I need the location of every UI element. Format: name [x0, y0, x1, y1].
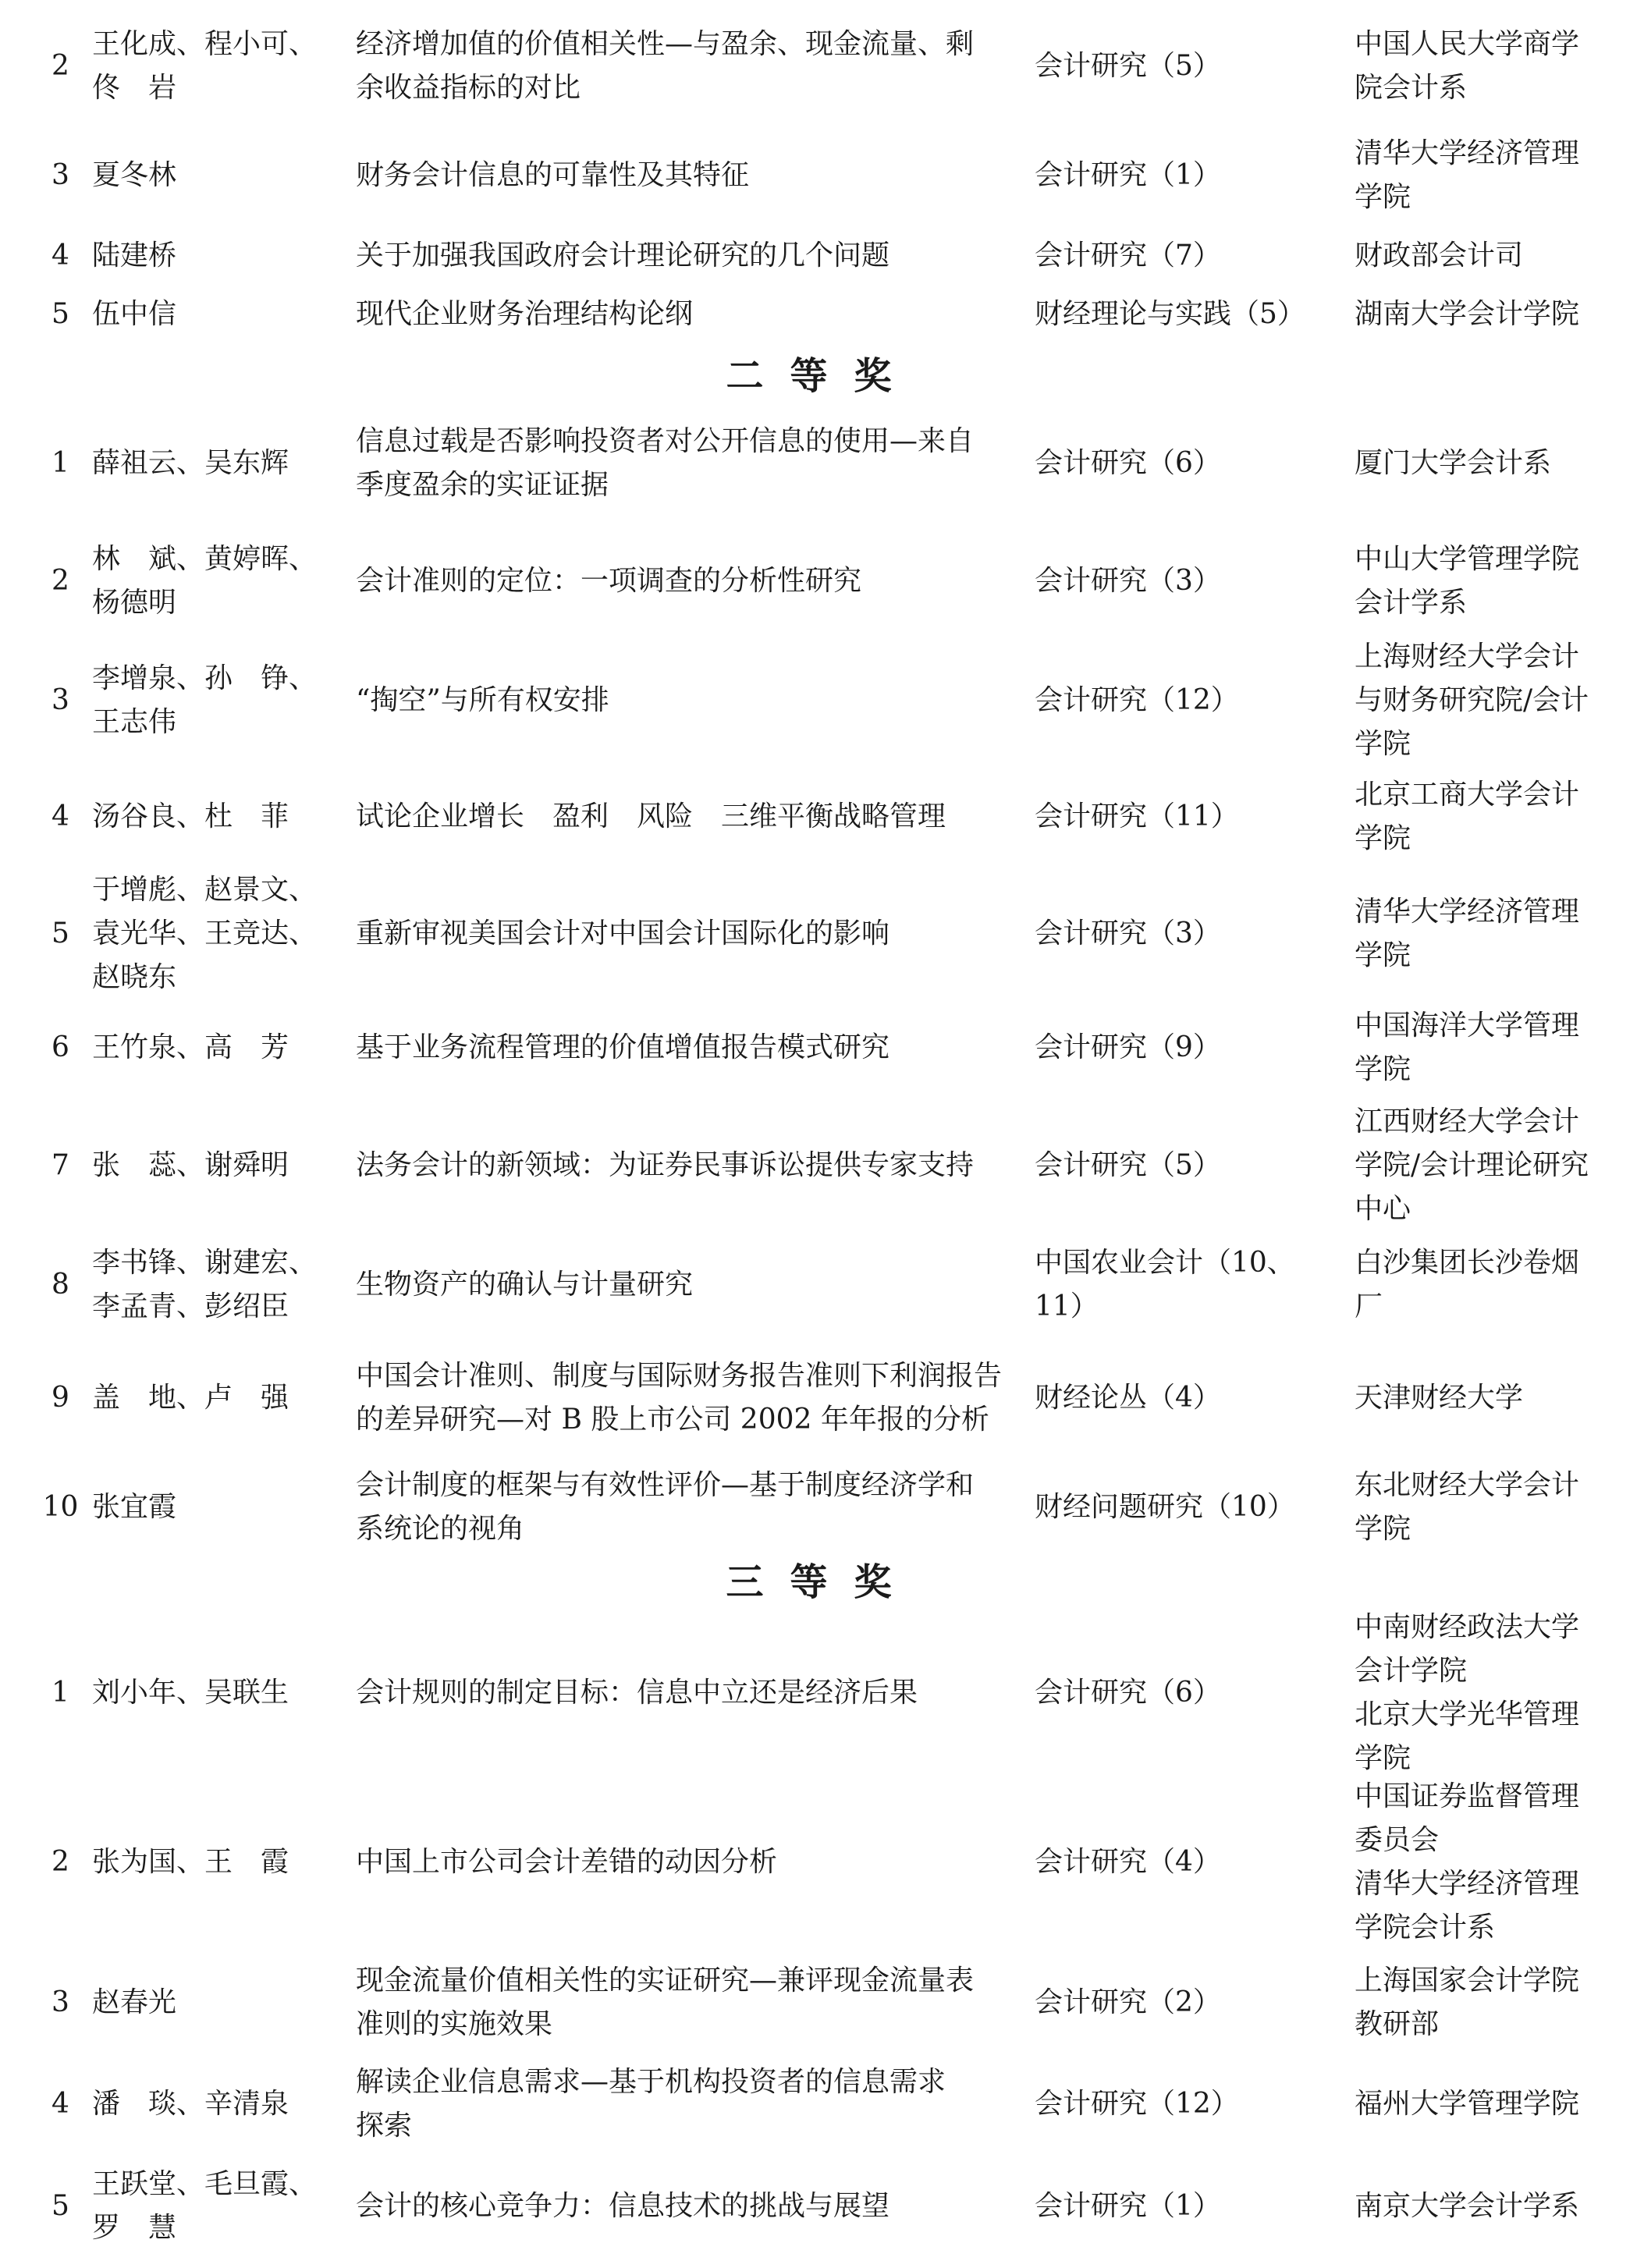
entry-number-line: 9	[51, 1382, 69, 1414]
entry-affiliation	[1355, 635, 1620, 766]
entry-affiliation-line: 学院	[1355, 728, 1411, 760]
entry-number-line: 8	[51, 1269, 69, 1301]
entry-authors	[92, 1144, 326, 1187]
entry-journal	[1035, 154, 1347, 197]
entry-number	[31, 1263, 90, 1307]
entry-title-line: 系统论的视角	[356, 1513, 525, 1545]
entry-authors-line: 伍中信	[92, 298, 177, 330]
entry-affiliation-line: 清华大学经济管理	[1355, 896, 1580, 928]
entry-affiliation-line: 清华大学经济管理	[1355, 1868, 1580, 1900]
table-row	[0, 1772, 1644, 1953]
entry-number	[31, 293, 90, 336]
table-row	[0, 766, 1644, 868]
entry-authors	[92, 1981, 326, 2025]
entry-journal	[1035, 795, 1347, 839]
entry-affiliation-line: 厂	[1355, 1290, 1383, 1322]
entry-authors-line: 盖 地、卢 强	[92, 1382, 289, 1414]
entry-affiliation-line: 中山大学管理学院	[1355, 543, 1580, 575]
entry-authors-line: 王化成、程小可、	[92, 28, 318, 60]
entry-authors-line: 赵春光	[92, 1986, 177, 2018]
entry-affiliation-line: 湖南大学会计学院	[1355, 298, 1580, 330]
entry-affiliation-line: 天津财经大学	[1355, 1382, 1524, 1414]
entry-affiliation-line: 学院	[1355, 1513, 1411, 1545]
entry-title-line: 解读企业信息需求—基于机构投资者的信息需求	[356, 2066, 946, 2098]
entry-journal-line: 会计研究（11）	[1035, 800, 1239, 832]
entry-journal-line: 财经理论与实践（5）	[1035, 298, 1305, 330]
entry-journal	[1035, 234, 1347, 278]
entry-authors-line: 夏冬林	[92, 159, 177, 191]
entry-authors	[92, 795, 326, 839]
entry-title-line: 探索	[356, 2110, 413, 2142]
entry-title-line: 试论企业增长 盈利 风险 三维平衡战略管理	[356, 800, 946, 832]
third-prize-heading: 三等奖	[726, 1560, 918, 1604]
entry-authors	[92, 23, 326, 110]
entry-journal-line: 财经论丛（4）	[1035, 1382, 1221, 1414]
entry-number-line: 3	[51, 159, 69, 191]
entry-authors	[92, 2082, 326, 2126]
entry-affiliation-line: 厦门大学会计系	[1355, 447, 1552, 479]
entry-authors-line: 袁光华、王竞达、	[92, 917, 318, 949]
entry-affiliation	[1355, 132, 1620, 219]
entry-journal-line: 会计研究（2）	[1035, 1986, 1221, 2018]
entry-title	[356, 2185, 1019, 2228]
entry-affiliation-line: 学院	[1355, 1053, 1411, 1085]
entry-affiliation-line: 学院	[1355, 939, 1411, 971]
second-prize-heading: 二等奖	[726, 354, 918, 398]
entry-authors-line: 张宜霞	[92, 1491, 177, 1523]
entry-affiliation-line: 学院会计系	[1355, 1911, 1496, 1943]
table-row	[0, 1603, 1644, 1784]
entry-affiliation-line: 中国海洋大学管理	[1355, 1010, 1580, 1042]
table-row	[0, 413, 1644, 514]
entry-journal	[1035, 679, 1347, 722]
entry-title-line: 基于业务流程管理的价值增值报告模式研究	[356, 1031, 890, 1063]
entry-number	[31, 154, 90, 197]
entry-affiliation	[1355, 1775, 1620, 1950]
entry-journal	[1035, 1671, 1347, 1715]
table-row	[0, 868, 1644, 999]
entry-number	[31, 1981, 90, 2025]
entry-affiliation-line: 中国人民大学商学	[1355, 28, 1580, 60]
entry-authors-line: 赵晓东	[92, 961, 177, 993]
entry-authors-line: 于增彪、赵景文、	[92, 874, 318, 906]
entry-affiliation-line: 教研部	[1355, 2008, 1440, 2040]
entry-number-line: 1	[51, 447, 69, 479]
entry-number	[31, 1671, 90, 1715]
entry-affiliation	[1355, 2082, 1620, 2126]
entry-affiliation-line: 学院	[1355, 181, 1411, 213]
entry-affiliation	[1355, 538, 1620, 625]
table-row	[0, 997, 1644, 1099]
entry-title-line: 经济增加值的价值相关性—与盈余、现金流量、剩	[356, 28, 975, 60]
entry-number-line: 3	[51, 1986, 69, 2018]
entry-affiliation-line: 会计学院	[1355, 1655, 1468, 1687]
entry-authors-line: 刘小年、吴联生	[92, 1677, 289, 1709]
entry-number-line: 3	[51, 684, 69, 716]
entry-journal	[1035, 559, 1347, 603]
entry-journal-line: 会计研究（6）	[1035, 447, 1221, 479]
entry-number-line: 2	[51, 565, 69, 597]
entry-affiliation	[1355, 1606, 1620, 1780]
entry-authors	[92, 2163, 326, 2250]
entry-journal	[1035, 2082, 1347, 2126]
entry-affiliation-line: 与财务研究院/会计	[1355, 684, 1589, 716]
entry-affiliation-line: 清华大学经济管理	[1355, 137, 1580, 169]
entry-title	[356, 1840, 1019, 1884]
entry-affiliation-line: 学院	[1355, 822, 1411, 854]
entry-journal-line: 财经问题研究（10）	[1035, 1491, 1295, 1523]
entry-journal-line: 会计研究（5）	[1035, 1149, 1221, 1181]
entry-affiliation-line: 财政部会计司	[1355, 240, 1524, 272]
entry-journal	[1035, 1241, 1347, 1329]
entry-affiliation	[1355, 890, 1620, 978]
table-row	[0, 2156, 1644, 2257]
entry-journal-line: 会计研究（7）	[1035, 240, 1221, 272]
entry-journal	[1035, 1840, 1347, 1884]
entry-authors	[92, 234, 326, 278]
entry-affiliation-line: 白沙集团长沙卷烟	[1355, 1247, 1580, 1279]
table-row	[0, 1347, 1644, 1449]
entry-title-line: 生物资产的确认与计量研究	[356, 1269, 694, 1301]
entry-number	[31, 912, 90, 956]
entry-affiliation-line: 中心	[1355, 1193, 1411, 1225]
entry-affiliation-line: 委员会	[1355, 1824, 1440, 1856]
entry-title-line: 法务会计的新领域：为证券民事诉讼提供专家支持	[356, 1149, 975, 1181]
entry-number-line: 2	[51, 1846, 69, 1878]
entry-affiliation-line: 学院/会计理论研究	[1355, 1149, 1589, 1181]
entry-authors	[92, 293, 326, 336]
entry-title	[356, 23, 1019, 110]
entry-journal	[1035, 912, 1347, 956]
entry-affiliation	[1355, 442, 1620, 485]
entry-journal-line: 会计研究（9）	[1035, 1031, 1221, 1063]
entry-title	[356, 2060, 1019, 2148]
entry-affiliation-line: 上海财经大学会计	[1355, 641, 1580, 673]
entry-affiliation	[1355, 23, 1620, 110]
entry-journal	[1035, 293, 1347, 336]
entry-title	[356, 559, 1019, 603]
entry-affiliation	[1355, 2185, 1620, 2228]
entry-title-line: 中国上市公司会计差错的动因分析	[356, 1846, 778, 1878]
table-row	[0, 531, 1644, 632]
entry-affiliation-line: 南京大学会计学系	[1355, 2190, 1580, 2222]
entry-number-line: 4	[51, 2088, 69, 2120]
entry-journal-line: 中国农业会计（10、	[1035, 1247, 1295, 1279]
entry-authors	[92, 538, 326, 625]
entry-title-line: 财务会计信息的可靠性及其特征	[356, 159, 750, 191]
entry-number-line: 2	[51, 50, 69, 82]
entry-journal-line: 会计研究（4）	[1035, 1846, 1221, 1878]
entry-title	[356, 1464, 1019, 1551]
entry-title-line: 现金流量价值相关性的实证研究—兼评现金流量表	[356, 1965, 975, 1996]
entry-number-line: 4	[51, 240, 69, 272]
entry-affiliation-line: 北京工商大学会计	[1355, 779, 1580, 811]
entry-journal	[1035, 442, 1347, 485]
entry-affiliation	[1355, 773, 1620, 861]
entry-title	[356, 912, 1019, 956]
entry-number	[31, 795, 90, 839]
entry-affiliation	[1355, 1241, 1620, 1329]
table-row	[0, 1952, 1644, 2053]
table-row	[0, 2053, 1644, 2155]
entry-authors-line: 林 斌、黄婷晖、	[92, 543, 318, 575]
entry-authors-line: 汤谷良、杜 菲	[92, 800, 289, 832]
entry-title-line: 会计的核心竞争力：信息技术的挑战与展望	[356, 2190, 890, 2222]
entry-affiliation-line: 学院	[1355, 1742, 1411, 1774]
entry-number-line: 7	[51, 1149, 69, 1181]
entry-number-line: 6	[51, 1031, 69, 1063]
entry-number	[31, 1840, 90, 1884]
entry-number-line: 5	[51, 917, 69, 949]
entry-number	[31, 679, 90, 722]
entry-journal-line: 会计研究（3）	[1035, 917, 1221, 949]
table-row	[0, 1100, 1644, 1231]
entry-authors-line: 潘 琰、辛清泉	[92, 2088, 289, 2120]
entry-number	[31, 559, 90, 603]
entry-title-line: 现代企业财务治理结构论纲	[356, 298, 694, 330]
entry-number-line: 10	[42, 1491, 79, 1523]
table-row	[0, 16, 1644, 117]
entry-title-line: 会计制度的框架与有效性评价—基于制度经济学和	[356, 1469, 975, 1501]
entry-number	[31, 234, 90, 278]
entry-journal-line: 会计研究（1）	[1035, 2190, 1221, 2222]
entry-title	[356, 1671, 1019, 1715]
entry-number-line: 4	[51, 800, 69, 832]
entry-affiliation	[1355, 293, 1620, 336]
entry-authors	[92, 442, 326, 485]
entry-title	[356, 1354, 1019, 1442]
entry-authors	[92, 1376, 326, 1420]
entry-title-line: 会计准则的定位：一项调查的分析性研究	[356, 565, 862, 597]
entry-affiliation-line: 会计学系	[1355, 587, 1468, 619]
entry-title	[356, 1026, 1019, 1070]
entry-authors	[92, 1026, 326, 1070]
entry-affiliation	[1355, 1464, 1620, 1551]
table-row	[0, 1457, 1644, 1558]
entry-authors-line: 李孟青、彭绍臣	[92, 1290, 289, 1322]
entry-number	[31, 1026, 90, 1070]
entry-title-line: 重新审视美国会计对中国会计国际化的影响	[356, 917, 890, 949]
entry-title	[356, 795, 1019, 839]
entry-journal-line: 会计研究（5）	[1035, 50, 1221, 82]
entry-title-line: 信息过载是否影响投资者对公开信息的使用—来自	[356, 425, 975, 457]
entry-authors-line: 杨德明	[92, 587, 177, 619]
entry-journal-line: 会计研究（12）	[1035, 684, 1239, 716]
entry-title	[356, 293, 1019, 336]
table-row	[0, 1234, 1644, 1336]
entry-journal-line: 11）	[1035, 1290, 1099, 1322]
entry-title-line: 余收益指标的对比	[356, 72, 581, 104]
entry-affiliation	[1355, 234, 1620, 278]
entry-affiliation-line: 中国证券监督管理	[1355, 1780, 1580, 1812]
entry-authors-line: 王竹泉、高 芳	[92, 1031, 289, 1063]
entry-title-line: 准则的实施效果	[356, 2008, 553, 2040]
entry-journal	[1035, 1485, 1347, 1529]
entry-journal-line: 会计研究（6）	[1035, 1677, 1221, 1709]
entry-affiliation-line: 福州大学管理学院	[1355, 2088, 1580, 2120]
entry-title-line: 中国会计准则、制度与国际财务报告准则下利润报告	[356, 1360, 1003, 1392]
entry-authors-line: 王跃堂、毛旦霞、	[92, 2168, 318, 2200]
entry-journal	[1035, 1981, 1347, 2025]
entry-authors-line: 王志伟	[92, 706, 177, 738]
entry-title-line: 会计规则的制定目标：信息中立还是经济后果	[356, 1677, 918, 1709]
entry-title	[356, 234, 1019, 278]
entry-authors	[92, 657, 326, 744]
entry-affiliation-line: 中南财经政法大学	[1355, 1611, 1580, 1643]
table-row	[0, 132, 1644, 219]
entry-number	[31, 1144, 90, 1187]
entry-affiliation-line: 东北财经大学会计	[1355, 1469, 1580, 1501]
table-row	[0, 286, 1644, 343]
entry-number	[31, 44, 90, 88]
entry-title-line: 的差异研究—对 B 股上市公司 2002 年年报的分析	[356, 1404, 989, 1436]
entry-title-line: 关于加强我国政府会计理论研究的几个问题	[356, 240, 890, 272]
entry-journal	[1035, 1026, 1347, 1070]
entry-number	[31, 442, 90, 485]
entry-authors-line: 陆建桥	[92, 240, 177, 272]
table-row	[0, 635, 1644, 766]
entry-authors	[92, 1671, 326, 1715]
entry-title	[356, 1959, 1019, 2046]
entry-title-line: “掏空”与所有权安排	[356, 684, 609, 716]
entry-number	[31, 2082, 90, 2126]
entry-number	[31, 1485, 90, 1529]
entry-number-line: 1	[51, 1677, 69, 1709]
entry-affiliation-line: 北京大学光华管理	[1355, 1698, 1580, 1730]
entry-journal	[1035, 2185, 1347, 2228]
entry-title	[356, 1144, 1019, 1187]
entry-affiliation	[1355, 1959, 1620, 2046]
entry-authors	[92, 868, 326, 999]
entry-affiliation-line: 上海国家会计学院	[1355, 1965, 1580, 1996]
entry-title	[356, 679, 1019, 722]
table-row	[0, 228, 1644, 284]
entry-authors-line: 张 蕊、谢舜明	[92, 1149, 289, 1181]
entry-number	[31, 2185, 90, 2228]
entry-authors-line: 罗 慧	[92, 2212, 177, 2244]
entry-affiliation	[1355, 1376, 1620, 1420]
entry-authors	[92, 154, 326, 197]
entry-authors-line: 李书锋、谢建宏、	[92, 1247, 318, 1279]
entry-number-line: 5	[51, 2190, 69, 2222]
entry-title	[356, 154, 1019, 197]
entry-title	[356, 1263, 1019, 1307]
entry-journal	[1035, 1376, 1347, 1420]
entry-authors	[92, 1485, 326, 1529]
entry-journal	[1035, 1144, 1347, 1187]
entry-authors	[92, 1840, 326, 1884]
entry-authors-line: 薛祖云、吴东辉	[92, 447, 289, 479]
entry-title	[356, 420, 1019, 507]
entry-number	[31, 1376, 90, 1420]
entry-journal-line: 会计研究（12）	[1035, 2088, 1239, 2120]
entry-affiliation	[1355, 1004, 1620, 1091]
entry-journal	[1035, 44, 1347, 88]
entry-journal-line: 会计研究（1）	[1035, 159, 1221, 191]
entry-number-line: 5	[51, 298, 69, 330]
entry-authors-line: 佟 岩	[92, 72, 177, 104]
entry-affiliation-line: 院会计系	[1355, 72, 1468, 104]
entry-authors-line: 李增泉、孙 铮、	[92, 662, 318, 694]
entry-authors	[92, 1241, 326, 1329]
entry-journal-line: 会计研究（3）	[1035, 565, 1221, 597]
entry-affiliation	[1355, 1100, 1620, 1231]
entry-affiliation-line: 江西财经大学会计	[1355, 1106, 1580, 1138]
entry-title-line: 季度盈余的实证证据	[356, 469, 609, 501]
entry-authors-line: 张为国、王 霞	[92, 1846, 289, 1878]
